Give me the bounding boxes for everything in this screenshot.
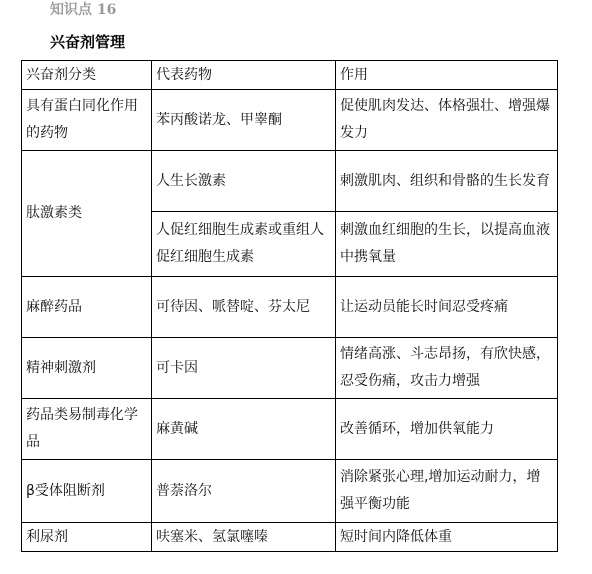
- table-row: [22, 399, 558, 460]
- category-cell: 利尿剂: [22, 523, 152, 552]
- effect-cell: 刺激血红细胞的生长，以提高血液中携氧量: [336, 212, 558, 277]
- effect-cell: 消除紧张心理,增加运动耐力，增强平衡功能: [336, 460, 558, 523]
- column-header-drug: 代表药物: [152, 61, 336, 90]
- category-cell: 药品类易制毒化学品: [22, 399, 152, 460]
- effect-cell: 让运动员能长时间忍受疼痛: [336, 277, 558, 338]
- column-header-category: 兴奋剂分类: [22, 61, 152, 90]
- table-row: [22, 151, 558, 212]
- drug-cell: 呋塞米、氢氯噻嗪: [152, 523, 336, 552]
- drug-cell: 麻黄碱: [152, 399, 336, 460]
- category-cell: 肽激素类: [22, 151, 152, 277]
- table-row: [22, 277, 558, 338]
- category-cell: 精神刺激剂: [22, 338, 152, 399]
- table-row: [22, 90, 558, 151]
- category-cell: β受体阻断剂: [22, 460, 152, 523]
- column-header-effect: 作用: [336, 61, 558, 90]
- table-header-row: [22, 61, 558, 90]
- section-title: 兴奋剂管理: [50, 33, 126, 51]
- effect-cell: 促使肌肉发达、体格强壮、增强爆发力: [336, 90, 558, 151]
- effect-cell: 改善循环，增加供氧能力: [336, 399, 558, 460]
- category-cell: 麻醉药品: [22, 277, 152, 338]
- table-row: [22, 523, 558, 552]
- drug-cell: 可待因、哌替啶、芬太尼: [152, 277, 336, 338]
- drug-cell: 可卡因: [152, 338, 336, 399]
- drug-cell: 人生长激素: [152, 151, 336, 212]
- drug-cell: 人促红细胞生成素或重组人促红细胞生成素: [152, 212, 336, 277]
- doping-management-table: [21, 60, 558, 552]
- effect-cell: 情绪高涨、斗志昂扬，有欣快感，忍受伤痛，攻击力增强: [336, 338, 558, 399]
- effect-cell: 短时间内降低体重: [336, 523, 558, 552]
- drug-cell: 苯丙酸诺龙、甲睾酮: [152, 90, 336, 151]
- table-row: [22, 460, 558, 523]
- category-cell: 具有蛋白同化作用的药物: [22, 90, 152, 151]
- knowledge-point-label: 知识点 16: [50, 2, 117, 18]
- table-row: [22, 338, 558, 399]
- effect-cell: 刺激肌肉、组织和骨骼的生长发育: [336, 151, 558, 212]
- drug-cell: 普萘洛尔: [152, 460, 336, 523]
